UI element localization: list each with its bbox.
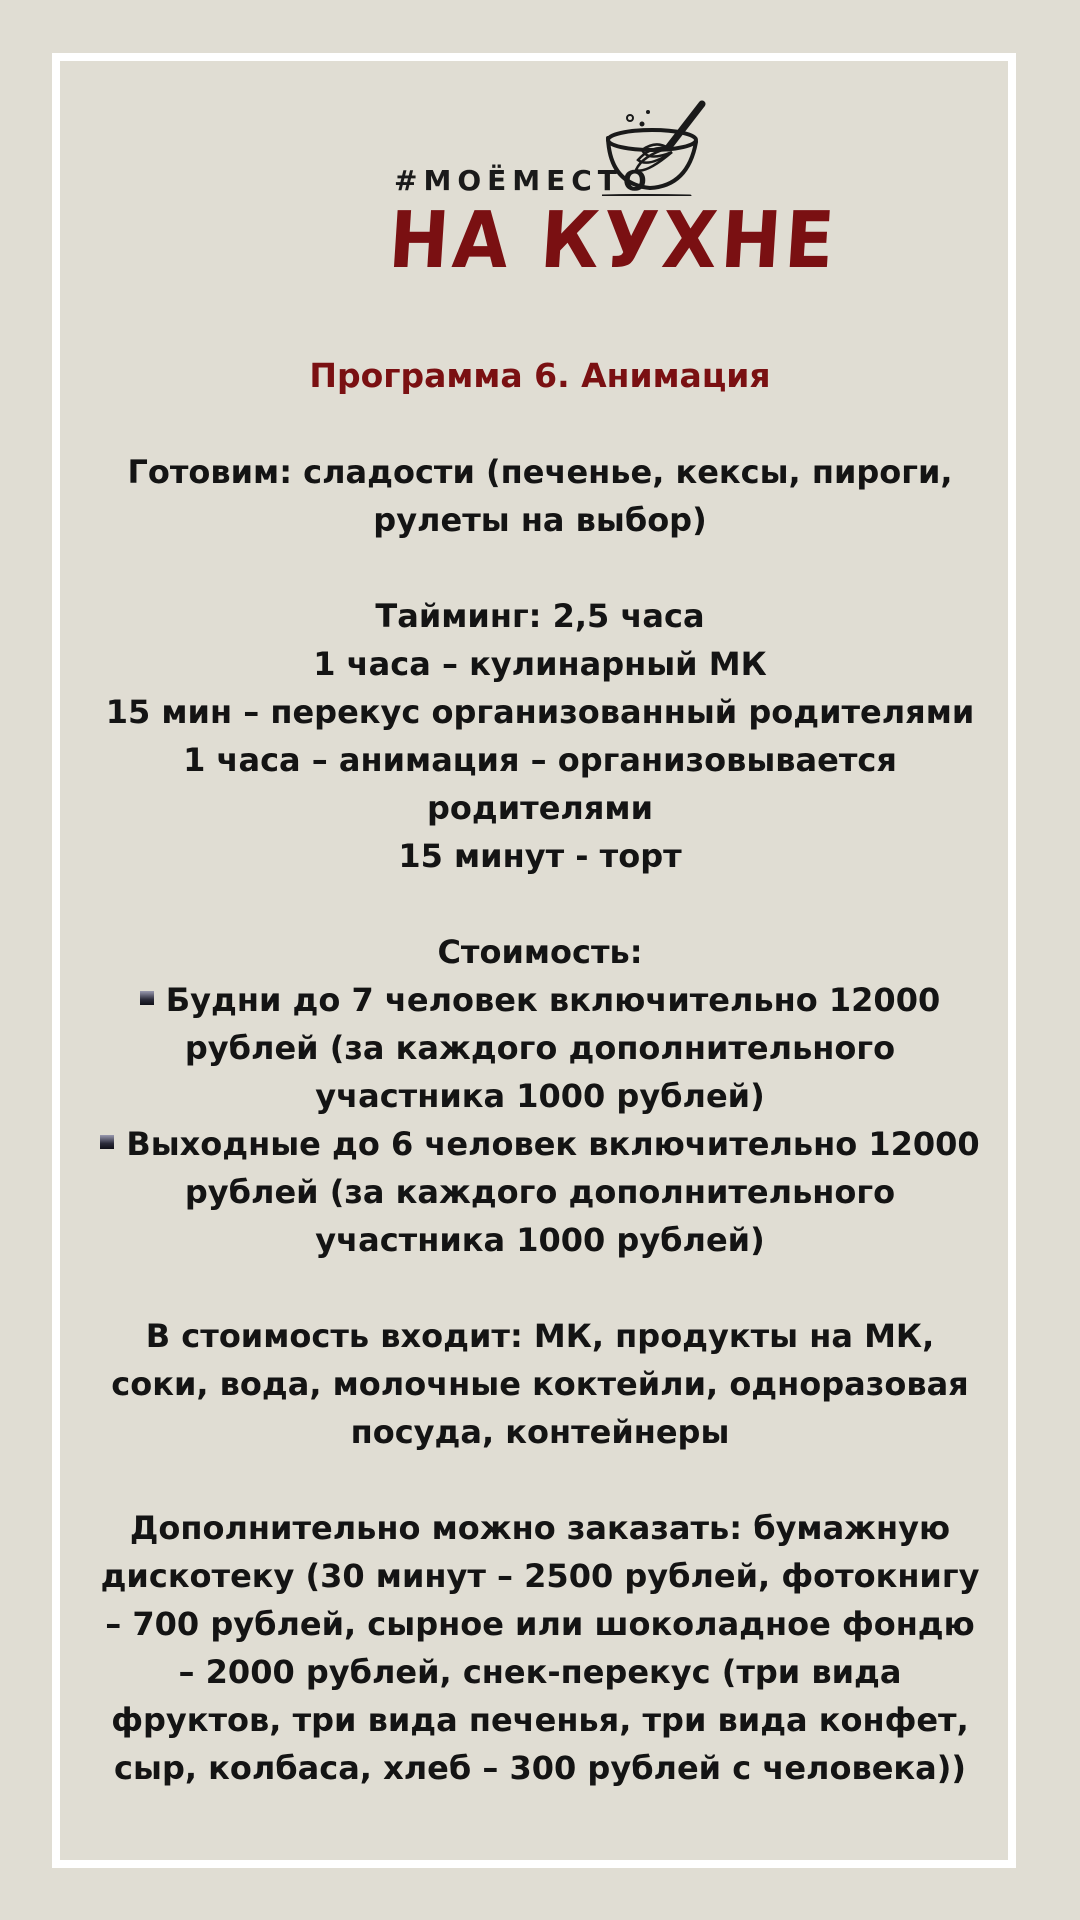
logo-hashtag: #МОЁМЕСТО [394, 164, 653, 197]
program-title: Программа 6. Анимация [309, 356, 771, 395]
logo [380, 96, 841, 286]
included-text: В стоимость входит: МК, продукты на МК, соки, вода, молочные коктейли, одноразовая посуда, контейнеры [111, 1317, 969, 1451]
timing-item: 15 минут - торт [398, 837, 682, 875]
timing-item: 1 часа – кулинарный МК [313, 645, 767, 683]
extra-text: Дополнительно можно заказать: бумажную дискотеку (30 минут – 2500 рублей, фотокнигу – 700 рублей, сырное или шоколадное фондю – 2000 рублей, снек-перекус (три вида фруктов, три вида печенья, три вида конфет, сыр, колбаса, хлеб – 300 рублей с человека)) [100, 1509, 980, 1787]
timing-item: 15 мин – перекус организованный родителями [105, 693, 975, 731]
cooking-text: Готовим: сладости (печенье, кексы, пироги, рулеты на выбор) [127, 453, 953, 539]
price-item-weekdays [95, 976, 985, 1120]
square-bullet-icon [140, 991, 154, 1005]
price-item-text: Будни до 7 человек включительно 12000 рублей (за каждого дополнительного участника 1000 рублей) [165, 981, 941, 1115]
timing-item: 1 часа – анимация – организовывается родителями [183, 741, 897, 827]
timing-title: Тайминг: 2,5 часа [375, 597, 705, 635]
bowl-whisk-icon [602, 96, 712, 196]
price-title: Стоимость: [437, 933, 643, 971]
square-bullet-icon [100, 1135, 114, 1149]
program-content [95, 352, 985, 1792]
price-item-text: Выходные до 6 человек включительно 12000 рублей (за каждого дополнительного участника 1000 рублей) [126, 1125, 980, 1259]
price-item-weekend [95, 1120, 985, 1264]
logo-title: НА КУХНЕ [386, 196, 841, 286]
